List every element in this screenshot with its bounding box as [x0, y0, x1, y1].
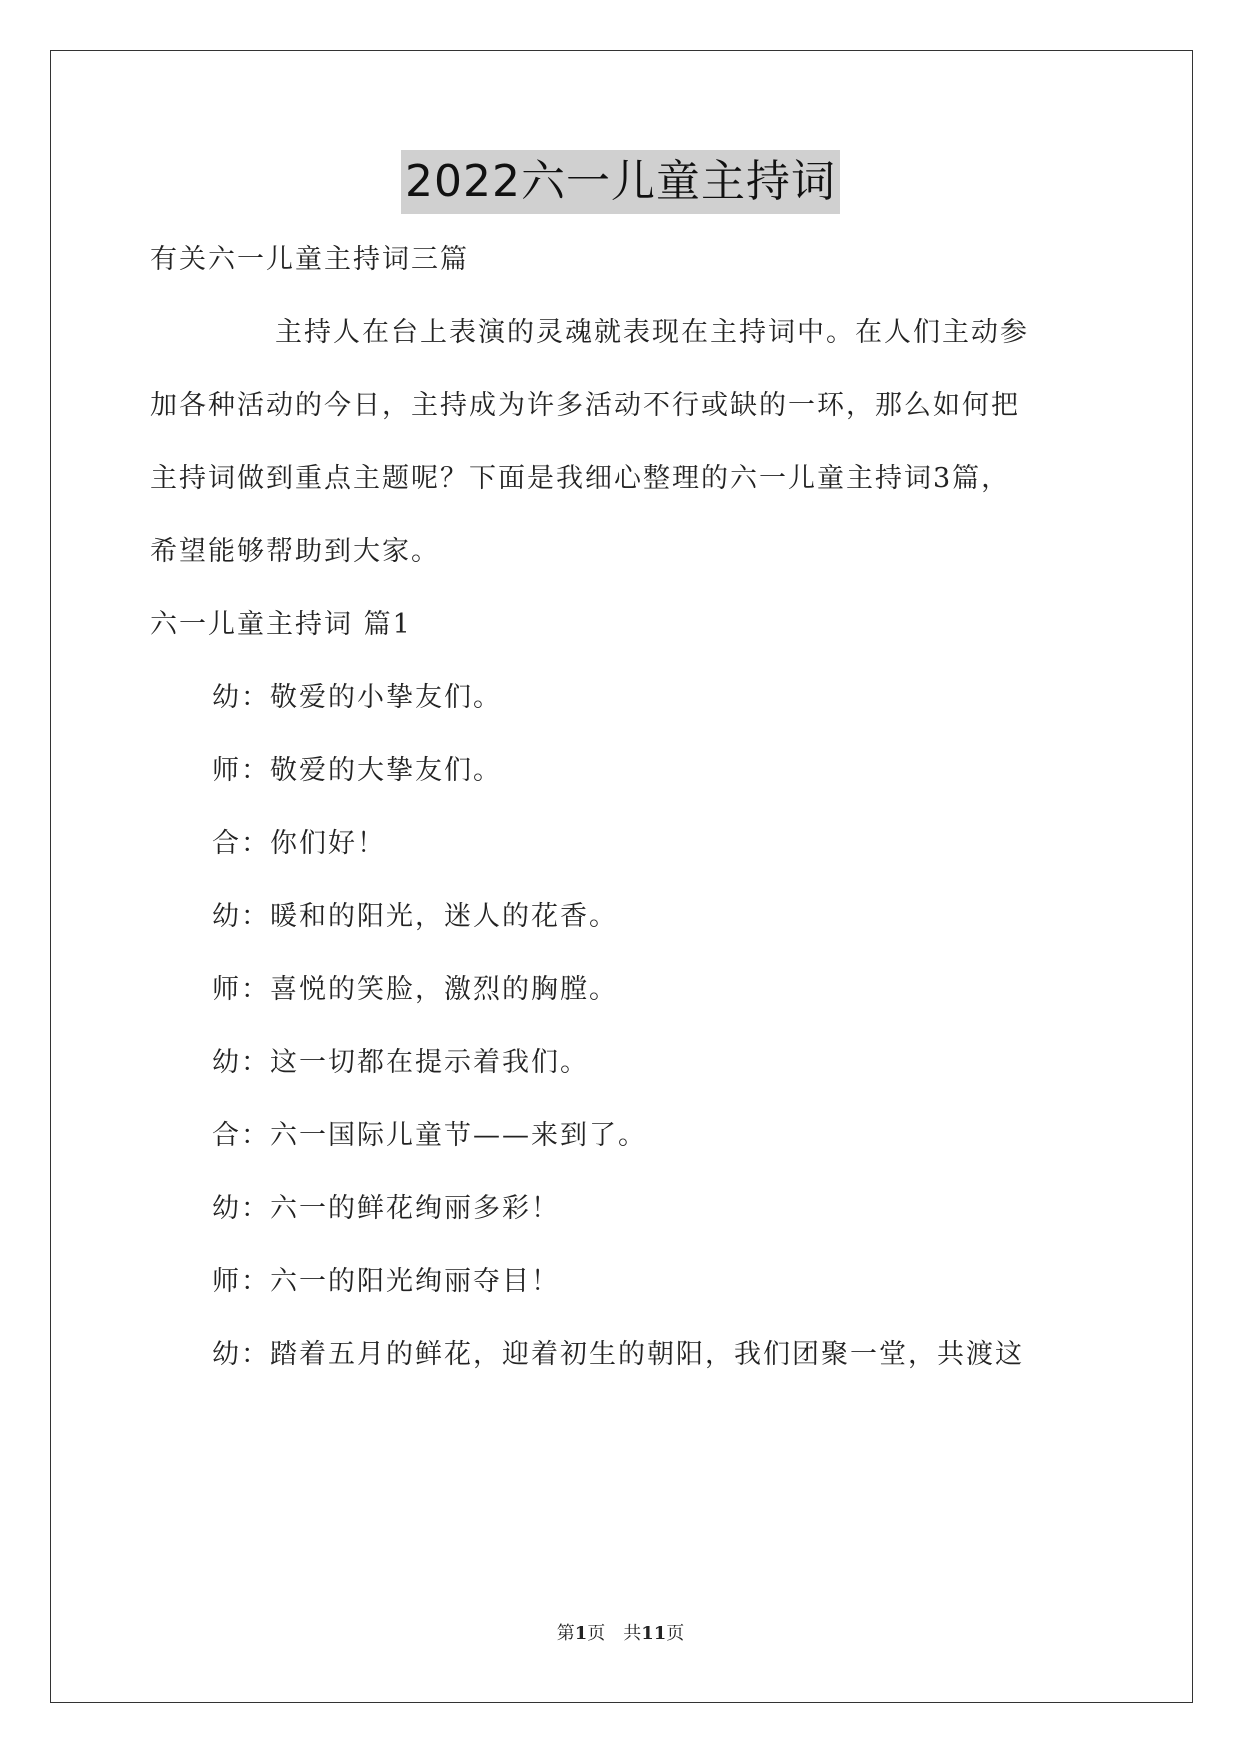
- intro-line-4: 希望能够帮助到大家。: [150, 536, 440, 567]
- title-container: [0, 150, 1241, 214]
- total-prefix: 共: [623, 1623, 642, 1644]
- dialogue-line: 幼：踏着五月的鲜花，迎着初生的朝阳，我们团聚一堂，共渡这: [212, 1339, 1024, 1370]
- dialogue-line: 师：敬爱的大挚友们。: [212, 755, 502, 786]
- total-pages: 11: [641, 1623, 667, 1644]
- page-prefix: 第: [556, 1623, 575, 1644]
- document-title: 2022六一儿童主持词: [401, 150, 840, 214]
- dialogue-line: 幼：敬爱的小挚友们。: [212, 682, 502, 713]
- dialogue-line: 幼：六一的鲜花绚丽多彩！: [212, 1193, 560, 1224]
- dialogue-line: 师：喜悦的笑脸，激烈的胸膛。: [212, 974, 618, 1005]
- page-number: 1: [574, 1623, 588, 1644]
- subtitle-line: 有关六一儿童主持词三篇: [150, 244, 469, 275]
- dialogue-line: 幼：暖和的阳光，迷人的花香。: [212, 901, 618, 932]
- dialogue-line: 合：你们好！: [212, 828, 386, 859]
- intro-line-3: 主持词做到重点主题呢？下面是我细心整理的六一儿童主持词3篇，: [150, 463, 1011, 494]
- total-suffix: 页: [666, 1623, 685, 1644]
- intro-line-1: 主持人在台上表演的灵魂就表现在主持词中。在人们主动参: [275, 317, 1029, 348]
- page-border: [50, 50, 1193, 1703]
- page-suffix: 页: [587, 1623, 606, 1644]
- dialogue-line: 合：六一国际儿童节——来到了。: [212, 1120, 647, 1151]
- page-footer: [0, 1622, 1241, 1646]
- section-heading: 六一儿童主持词 篇1: [150, 609, 412, 640]
- dialogue-line: 幼：这一切都在提示着我们。: [212, 1047, 589, 1078]
- dialogue-line: 师：六一的阳光绚丽夺目！: [212, 1266, 560, 1297]
- intro-line-2: 加各种活动的今日，主持成为许多活动不行或缺的一环，那么如何把: [150, 390, 1020, 421]
